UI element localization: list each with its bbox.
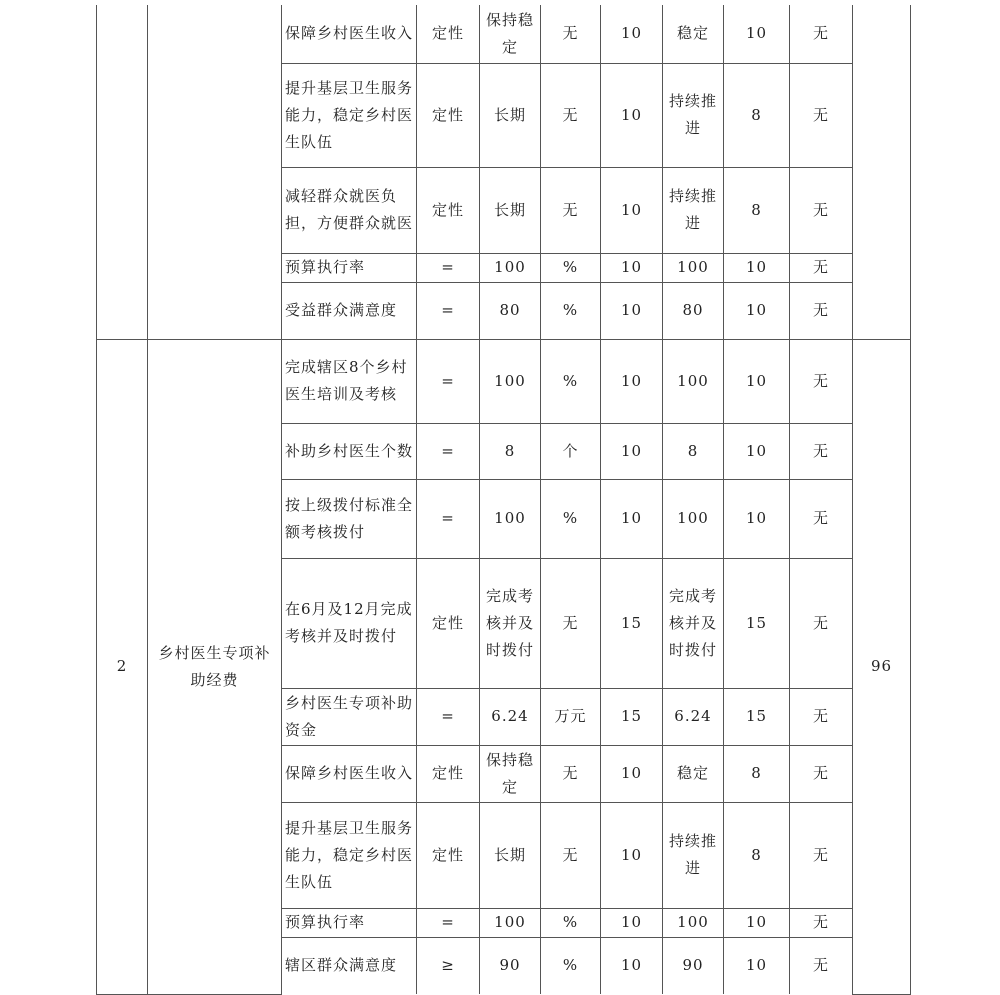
target-value: 长期 bbox=[480, 167, 541, 253]
indicator-type: ≥ bbox=[417, 937, 480, 994]
total-score: 96 bbox=[853, 339, 911, 994]
seq-cell bbox=[97, 5, 148, 339]
actual-value: 持续推进 bbox=[663, 802, 724, 908]
indicator-name: 补助乡村医生个数 bbox=[282, 423, 417, 479]
indicator-type: 定性 bbox=[417, 5, 480, 63]
target-value: 80 bbox=[480, 282, 541, 339]
remark: 无 bbox=[790, 253, 853, 282]
indicator-name: 保障乡村医生收入 bbox=[282, 5, 417, 63]
weight: 10 bbox=[601, 745, 663, 802]
indicator-name: 提升基层卫生服务能力，稳定乡村医生队伍 bbox=[282, 63, 417, 167]
remark: 无 bbox=[790, 479, 853, 558]
indicator-name: 在6月及12月完成考核并及时拨付 bbox=[282, 558, 417, 688]
table-row bbox=[97, 339, 911, 423]
unit: 无 bbox=[541, 558, 601, 688]
remark: 无 bbox=[790, 167, 853, 253]
unit: 无 bbox=[541, 63, 601, 167]
unit: 无 bbox=[541, 802, 601, 908]
indicator-name: 完成辖区8个乡村医生培训及考核 bbox=[282, 339, 417, 423]
performance-table bbox=[96, 5, 911, 995]
actual-value: 100 bbox=[663, 908, 724, 937]
score: 10 bbox=[724, 5, 790, 63]
actual-value: 持续推进 bbox=[663, 63, 724, 167]
unit: % bbox=[541, 339, 601, 423]
actual-value: 稳定 bbox=[663, 745, 724, 802]
project-name: 乡村医生专项补助经费 bbox=[148, 339, 282, 994]
unit: 万元 bbox=[541, 688, 601, 745]
target-value: 长期 bbox=[480, 802, 541, 908]
unit: % bbox=[541, 937, 601, 994]
score: 10 bbox=[724, 479, 790, 558]
actual-value: 100 bbox=[663, 253, 724, 282]
remark: 无 bbox=[790, 688, 853, 745]
unit: 无 bbox=[541, 745, 601, 802]
target-value: 保持稳定 bbox=[480, 745, 541, 802]
score: 15 bbox=[724, 558, 790, 688]
score: 10 bbox=[724, 282, 790, 339]
total-score bbox=[853, 5, 911, 339]
weight: 10 bbox=[601, 802, 663, 908]
target-value: 6.24 bbox=[480, 688, 541, 745]
remark: 无 bbox=[790, 937, 853, 994]
score: 10 bbox=[724, 339, 790, 423]
remark: 无 bbox=[790, 558, 853, 688]
remark: 无 bbox=[790, 745, 853, 802]
indicator-type: = bbox=[417, 282, 480, 339]
target-value: 完成考核并及时拨付 bbox=[480, 558, 541, 688]
weight: 15 bbox=[601, 688, 663, 745]
weight: 15 bbox=[601, 558, 663, 688]
remark: 无 bbox=[790, 802, 853, 908]
target-value: 100 bbox=[480, 253, 541, 282]
remark: 无 bbox=[790, 908, 853, 937]
indicator-type: = bbox=[417, 253, 480, 282]
unit: % bbox=[541, 253, 601, 282]
target-value: 100 bbox=[480, 339, 541, 423]
target-value: 90 bbox=[480, 937, 541, 994]
weight: 10 bbox=[601, 908, 663, 937]
indicator-type: 定性 bbox=[417, 558, 480, 688]
remark: 无 bbox=[790, 339, 853, 423]
remark: 无 bbox=[790, 282, 853, 339]
score: 15 bbox=[724, 688, 790, 745]
unit: % bbox=[541, 479, 601, 558]
indicator-name: 保障乡村医生收入 bbox=[282, 745, 417, 802]
indicator-name: 受益群众满意度 bbox=[282, 282, 417, 339]
indicator-type: 定性 bbox=[417, 63, 480, 167]
actual-value: 持续推进 bbox=[663, 167, 724, 253]
weight: 10 bbox=[601, 63, 663, 167]
indicator-type: 定性 bbox=[417, 167, 480, 253]
seq-cell: 2 bbox=[97, 339, 148, 994]
actual-value: 100 bbox=[663, 479, 724, 558]
target-value: 8 bbox=[480, 423, 541, 479]
indicator-name: 提升基层卫生服务能力，稳定乡村医生队伍 bbox=[282, 802, 417, 908]
indicator-name: 预算执行率 bbox=[282, 253, 417, 282]
score: 10 bbox=[724, 423, 790, 479]
actual-value: 稳定 bbox=[663, 5, 724, 63]
actual-value: 100 bbox=[663, 339, 724, 423]
weight: 10 bbox=[601, 282, 663, 339]
indicator-type: 定性 bbox=[417, 802, 480, 908]
score: 10 bbox=[724, 253, 790, 282]
indicator-type: = bbox=[417, 423, 480, 479]
score: 10 bbox=[724, 937, 790, 994]
score: 10 bbox=[724, 908, 790, 937]
indicator-name: 预算执行率 bbox=[282, 908, 417, 937]
indicator-name: 减轻群众就医负担，方便群众就医 bbox=[282, 167, 417, 253]
target-value: 100 bbox=[480, 908, 541, 937]
indicator-name: 乡村医生专项补助资金 bbox=[282, 688, 417, 745]
remark: 无 bbox=[790, 63, 853, 167]
unit: 无 bbox=[541, 167, 601, 253]
indicator-name: 辖区群众满意度 bbox=[282, 937, 417, 994]
target-value: 长期 bbox=[480, 63, 541, 167]
score: 8 bbox=[724, 802, 790, 908]
unit: 个 bbox=[541, 423, 601, 479]
remark: 无 bbox=[790, 423, 853, 479]
indicator-type: 定性 bbox=[417, 745, 480, 802]
weight: 10 bbox=[601, 937, 663, 994]
indicator-type: = bbox=[417, 908, 480, 937]
actual-value: 80 bbox=[663, 282, 724, 339]
weight: 10 bbox=[601, 5, 663, 63]
unit: % bbox=[541, 908, 601, 937]
weight: 10 bbox=[601, 253, 663, 282]
weight: 10 bbox=[601, 423, 663, 479]
weight: 10 bbox=[601, 479, 663, 558]
score: 8 bbox=[724, 63, 790, 167]
indicator-name: 按上级拨付标准全额考核拨付 bbox=[282, 479, 417, 558]
indicator-type: = bbox=[417, 479, 480, 558]
score: 8 bbox=[724, 167, 790, 253]
project-name bbox=[148, 5, 282, 339]
unit: 无 bbox=[541, 5, 601, 63]
actual-value: 6.24 bbox=[663, 688, 724, 745]
table-body bbox=[97, 5, 911, 994]
target-value: 100 bbox=[480, 479, 541, 558]
actual-value: 完成考核并及时拨付 bbox=[663, 558, 724, 688]
table-row bbox=[97, 5, 911, 63]
unit: % bbox=[541, 282, 601, 339]
score: 8 bbox=[724, 745, 790, 802]
actual-value: 8 bbox=[663, 423, 724, 479]
indicator-type: = bbox=[417, 688, 480, 745]
actual-value: 90 bbox=[663, 937, 724, 994]
indicator-type: = bbox=[417, 339, 480, 423]
weight: 10 bbox=[601, 339, 663, 423]
target-value: 保持稳定 bbox=[480, 5, 541, 63]
remark: 无 bbox=[790, 5, 853, 63]
weight: 10 bbox=[601, 167, 663, 253]
